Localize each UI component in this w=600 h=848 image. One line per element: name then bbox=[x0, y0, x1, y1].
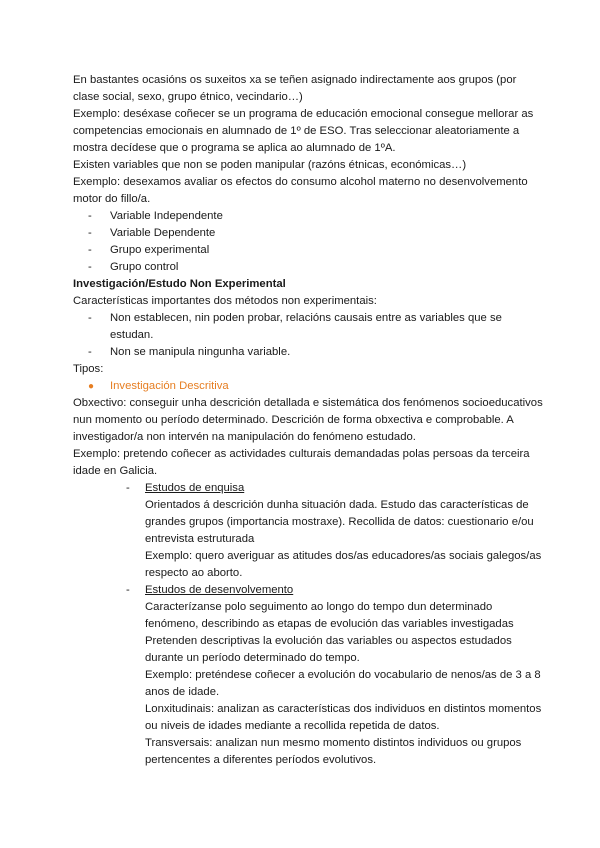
survey-title: Estudos de enquisa bbox=[145, 482, 245, 494]
paragraph-transversal: Transversais: analizan nun mesmo momento distintos individuos ou grupos pertencentes a diferentes períodos evolutivos. bbox=[145, 737, 522, 766]
dash-marker: - bbox=[88, 312, 92, 324]
bullet-dot-icon: ● bbox=[88, 381, 95, 392]
list-item-survey bbox=[73, 480, 543, 497]
development-title: Estudos de desenvolvemento bbox=[145, 584, 294, 596]
paragraph-survey-example: Exemplo: quero averiguar as atitudes dos/as educadores/as sociais galegos/as respecto ao aborto. bbox=[145, 550, 542, 579]
document-page bbox=[73, 72, 543, 769]
paragraph-dev-example: Exemplo: preténdese coñecer a evolución do vocabulario de nenos/as de 3 a 8 anos de idade. bbox=[145, 669, 541, 698]
dash-marker: - bbox=[88, 210, 92, 222]
paragraph-characteristics-intro: Características importantes dos métodos non experimentais: bbox=[73, 295, 377, 307]
paragraph-example-culture: Exemplo: pretendo coñecer as actividades culturais demandadas polas persoas da terceira idade en Galicia. bbox=[73, 448, 530, 477]
list-item-development bbox=[73, 582, 543, 599]
list-item: - Grupo control bbox=[73, 259, 543, 276]
paragraph-survey-text: Orientados á descrición dunha situación dada. Estudo das características de grandes grupos (importancia mostraxe). Recollida de datos: cuestionario e/ou entrevista estruturada bbox=[145, 499, 534, 545]
section-heading: Investigación/Estudo Non Experimental bbox=[73, 278, 286, 290]
paragraph-groups: En bastantes ocasións os suxeitos xa se teñen asignado indirectamente aos grupos (por clase social, sexo, grupo étnico, vecindario…) bbox=[73, 74, 517, 103]
paragraph-example-alcohol: Exemplo: desexamos avaliar os efectos do consumo alcohol materno no desenvolvemento motor do fillo/a. bbox=[73, 176, 528, 205]
dash-marker: - bbox=[88, 244, 92, 256]
list-item: - Grupo experimental bbox=[73, 242, 543, 259]
paragraph-variables-note: Existen variables que non se poden manipular (razóns étnicas, económicas…) bbox=[73, 159, 467, 171]
descriptive-title: Investigación Descritiva bbox=[110, 380, 229, 392]
list-item: - Variable Dependente bbox=[73, 225, 543, 242]
paragraph-tipos: Tipos: bbox=[73, 363, 104, 375]
dash-marker: - bbox=[88, 261, 92, 273]
paragraph-example-emotional: Exemplo: deséxase coñecer se un programa de educación emocional consegue mellorar as competencias emocionais en alumnado de 1º de ESO. Tras seleccionar aleatoriamente a mostra decídese que o programa se aplica ao alumnado de 1ºA. bbox=[73, 108, 534, 154]
paragraph-objective: Obxectivo: conseguir unha descrición detallada e sistemática dos fenómenos socioeducativos nun momento ou período determinado. Descrición de forma obxectiva e comprobable. A investigador/a non intervén na manipulación do fenómeno estudado. bbox=[73, 397, 543, 443]
dash-marker: - bbox=[126, 482, 130, 494]
list-item: - Non establecen, nin poden probar, relacións causais entre as variables que se estudan. bbox=[73, 310, 543, 344]
dash-marker: - bbox=[88, 346, 92, 358]
list-item: - Non se manipula ningunha variable. bbox=[73, 344, 543, 361]
dash-marker: - bbox=[126, 584, 130, 596]
list-item: - Variable Independente bbox=[73, 208, 543, 225]
paragraph-longitudinal: Lonxitudinais: analizan as características dos individuos en distintos momentos ou niveis de idades mediante a recollida repetida de datos. bbox=[145, 703, 542, 732]
paragraph-dev-text1: Caracterízanse polo seguimento ao longo do tempo dun determinado fenómeno, describindo as etapas de evolución das variables investigadas bbox=[145, 601, 514, 630]
paragraph-dev-text2: Pretenden descriptivas la evolución das variables ou aspectos estudados durante un período determinado do tempo. bbox=[145, 635, 512, 664]
list-item-descriptive bbox=[73, 378, 543, 395]
dash-marker: - bbox=[88, 227, 92, 239]
